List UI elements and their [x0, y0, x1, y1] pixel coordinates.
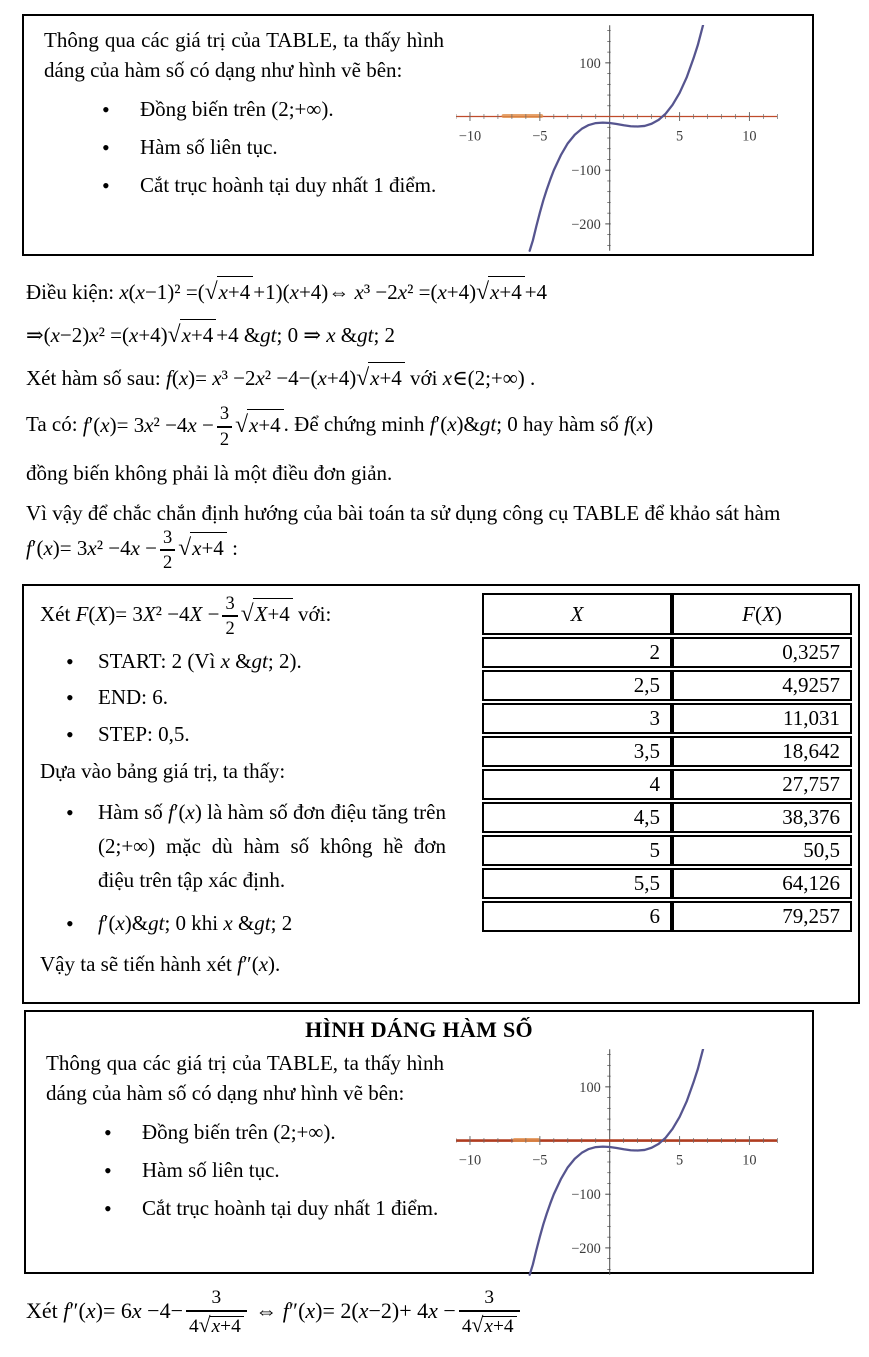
- equation-line-table-intro: Vì vậy để chắc chắn định hướng của bài toán ta sử dụng công cụ TABLE để khảo sát hàm f′(x)= 3x² −4x − $\frac{3}{2}$ √x+4 :: [26, 500, 781, 573]
- table-cell: 50,5: [672, 835, 852, 866]
- table-cell: 2: [482, 637, 672, 668]
- section-title: HÌNH DÁNG HÀM SỐ: [305, 1017, 533, 1042]
- svg-text:−200: −200: [571, 1240, 601, 1257]
- svg-text:−5: −5: [532, 127, 548, 144]
- plot-area-1: [452, 16, 812, 254]
- svg-text:−200: −200: [571, 216, 601, 233]
- table-cell: 0,3257: [672, 637, 852, 668]
- svg-text:10: 10: [742, 1152, 757, 1169]
- derivation-equations: [26, 256, 849, 584]
- svg-text:−100: −100: [571, 1187, 601, 1204]
- table-row: [482, 901, 852, 932]
- svg-text:5: 5: [675, 1152, 684, 1169]
- table-cell: 2,5: [482, 670, 672, 701]
- table-row: [482, 802, 852, 833]
- summary-text-column: [24, 16, 452, 254]
- bullet-item: • Cắt trục hoành tại duy nhất 1 điểm.: [46, 1194, 450, 1223]
- function-plot-1: [456, 25, 812, 252]
- equation-line-function: Xét hàm số sau: f(x)= x³ −2x² −4−(x+4)√x+4 với x∈(2;+∞) .: [26, 361, 849, 395]
- bullet-item: • END: 6.: [40, 683, 474, 712]
- shape-bullet-list: [46, 1118, 450, 1224]
- column-header: F(X): [672, 593, 852, 635]
- table-row: [482, 670, 852, 701]
- equation-line-condition: Điều kiện: x(x−1)² =(√x+4 +1)(x+4)⇔ x³ −2x² =(x+4)√x+4 +4: [26, 275, 849, 309]
- table-cell: 5,5: [482, 868, 672, 899]
- table-analysis-box: [22, 584, 860, 1004]
- summary-box-top: [22, 14, 814, 256]
- table-cell: 18,642: [672, 736, 852, 767]
- table-row: [482, 769, 852, 800]
- summary-paragraph: Thông qua các giá trị của TABLE, ta thấy hình dáng của hàm số có dạng như hình vẽ bên:: [44, 28, 444, 82]
- svg-text:−10: −10: [458, 1152, 482, 1169]
- bullet-item: • Hàm số liên tục.: [44, 133, 450, 162]
- table-cell: 38,376: [672, 802, 852, 833]
- table-cell: 64,126: [672, 868, 852, 899]
- table-setup-line: Xét F(X)= 3X² −4X − $\frac{3}{2}$ √X+4 với:: [40, 593, 332, 639]
- svg-text:−5: −5: [532, 1152, 548, 1169]
- observation-heading: Dựa vào bảng giá trị, ta thấy:: [40, 758, 286, 783]
- table-cell: 6: [482, 901, 672, 932]
- table-cell: 4,5: [482, 802, 672, 833]
- table-cell: 5: [482, 835, 672, 866]
- bullet-item: • Hàm số liên tục.: [46, 1156, 450, 1185]
- table-row: [482, 703, 852, 734]
- table-row: [482, 736, 852, 767]
- svg-text:100: 100: [579, 55, 601, 72]
- shape-text-column: [26, 1043, 452, 1276]
- table-row: [482, 637, 852, 668]
- shape-section-content: [26, 1043, 812, 1276]
- function-plot-2: [456, 1049, 812, 1276]
- bullet-item: • Đồng biến trên (2;+∞).: [46, 1118, 450, 1147]
- table-row: [482, 835, 852, 866]
- table-cell: 4: [482, 769, 672, 800]
- equation-line-continuation: đồng biến không phải là một điều đơn giản.: [26, 461, 393, 486]
- table-row: [482, 868, 852, 899]
- column-header: X: [482, 593, 672, 635]
- shape-section-box: [24, 1010, 814, 1274]
- second-derivative-equation: Xét f″(x)= 6x −4− $\frac{3}{4√x+4}$ ⇔ f″(x)= 2(x−2)+ 4x − $\frac{3}{4√x+4}$: [26, 1288, 849, 1338]
- observations-list: [40, 795, 474, 940]
- values-table-wrap: [474, 586, 858, 1002]
- bullet-item: • f′(x)&gt; 0 khi x &gt; 2: [40, 906, 474, 940]
- summary-bullet-list: [44, 95, 450, 201]
- bullet-item: • STEP: 0,5.: [40, 720, 474, 749]
- bullet-item: • Hàm số f′(x) là hàm số đơn điệu tăng trên (2;+∞) mặc dù hàm số không hề đơn điệu trên tập xác định.: [40, 795, 474, 897]
- analysis-text-column: [24, 586, 474, 1002]
- equation-line-implication: ⇒(x−2)x² =(x+4)√x+4 +4 &gt; 0 ⇒ x &gt; 2: [26, 318, 849, 352]
- values-table: [482, 591, 852, 934]
- svg-text:100: 100: [579, 1079, 601, 1096]
- svg-text:10: 10: [742, 127, 757, 144]
- plot-area-2: [452, 1043, 812, 1276]
- equation-line-derivative: Ta có: f′(x)= 3x² −4x − $\frac{3}{2}$ √x+4 . Để chứng minh f′(x)&gt; 0 hay hàm số f(x): [26, 403, 654, 449]
- conclusion-line: Vậy ta sẽ tiến hành xét f″(x).: [40, 952, 281, 977]
- table-cell: 3,5: [482, 736, 672, 767]
- svg-text:5: 5: [675, 127, 684, 144]
- svg-text:−10: −10: [458, 127, 482, 144]
- table-cell: 4,9257: [672, 670, 852, 701]
- table-cell: 11,031: [672, 703, 852, 734]
- table-cell: 3: [482, 703, 672, 734]
- table-header-row: [482, 593, 852, 635]
- svg-text:−100: −100: [571, 162, 601, 179]
- bullet-item: • START: 2 (Vì x &gt; 2).: [40, 647, 474, 676]
- table-cell: 79,257: [672, 901, 852, 932]
- table-cell: 27,757: [672, 769, 852, 800]
- bullet-item: • Cắt trục hoành tại duy nhất 1 điểm.: [44, 171, 450, 200]
- shape-paragraph: Thông qua các giá trị của TABLE, ta thấy hình dáng của hàm số có dạng như hình vẽ bên:: [46, 1051, 444, 1105]
- bullet-item: • Đồng biến trên (2;+∞).: [44, 95, 450, 124]
- table-settings-list: [40, 647, 474, 749]
